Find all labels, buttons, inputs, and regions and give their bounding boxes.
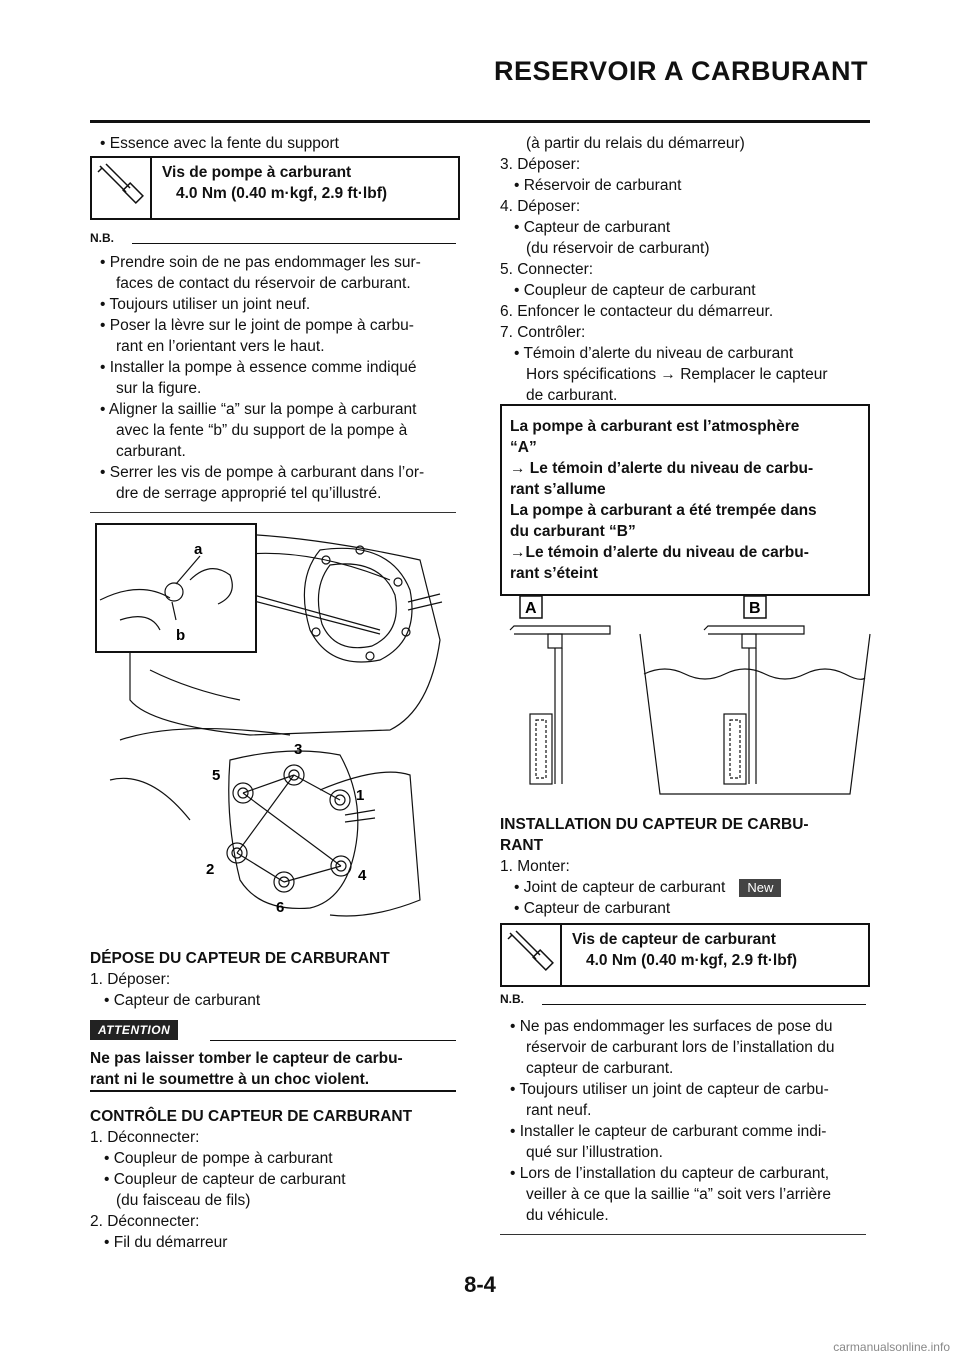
right-line: 5. Connecter: xyxy=(500,261,594,278)
nb-item: carburant. xyxy=(116,443,186,460)
figure-label-b: b xyxy=(176,627,186,644)
install-heading: INSTALLATION DU CAPTEUR DE CARBU- xyxy=(500,816,809,833)
check-heading: CONTRÔLE DU CAPTEUR DE CARBURANT xyxy=(90,1108,413,1125)
new-badge: New xyxy=(739,879,781,897)
nb-item: • Toujours utiliser un joint neuf. xyxy=(100,296,311,313)
bolt-label-5: 5 xyxy=(212,767,221,784)
nb-item: sur la figure. xyxy=(116,380,202,397)
nb-item: réservoir de carburant lors de l’installation du xyxy=(526,1039,835,1056)
removal-section xyxy=(90,948,460,1011)
check-section xyxy=(90,1106,460,1253)
removal-step: 1. Déposer: xyxy=(90,971,171,988)
nb-item: veiller à ce que la saillie “a” soit vers l’arrière xyxy=(526,1186,831,1203)
nb-item: • Poser la lèvre sur le joint de pompe à carbu- xyxy=(100,317,414,334)
right-line: (du réservoir de carburant) xyxy=(526,240,710,257)
check-line: 1. Déconnecter: xyxy=(90,1129,200,1146)
right-line: • Réservoir de carburant xyxy=(514,177,682,194)
spec-line: La pompe à carburant a été trempée dans xyxy=(510,502,817,519)
nb-item: • Installer le capteur de carburant comme indi- xyxy=(510,1123,827,1140)
right-line: • Coupleur de capteur de carburant xyxy=(514,282,756,299)
right-line: • Capteur de carburant xyxy=(514,219,671,236)
nb-item: rant neuf. xyxy=(526,1102,592,1119)
spec-line: La pompe à carburant est l’atmosphère xyxy=(510,418,800,435)
nb-item: • Toujours utiliser un joint de capteur de carbu- xyxy=(510,1081,829,1098)
check-line: • Coupleur de capteur de carburant xyxy=(104,1171,346,1188)
fuel-pump-figure xyxy=(90,520,462,940)
torque-label: Vis de capteur de carburant xyxy=(572,931,776,948)
nb-rule xyxy=(542,1004,866,1005)
nb-item: dre de serrage approprié tel qu’illustré. xyxy=(116,485,382,502)
figure-label-B: B xyxy=(749,600,761,617)
attention-line: rant ni le soumettre à un choc violent. xyxy=(90,1071,370,1088)
nb-rule xyxy=(132,243,456,244)
nb-item: • Serrer les vis de pompe à carburant dans l’or- xyxy=(100,464,425,481)
torque-text-sensor xyxy=(572,929,797,971)
check-line: • Fil du démarreur xyxy=(104,1234,228,1251)
page-number: 8-4 xyxy=(464,1272,496,1297)
bolt-label-2: 2 xyxy=(206,861,215,878)
attention-end-rule xyxy=(90,1090,456,1092)
nb-end-rule xyxy=(90,512,456,513)
install-item-gasket xyxy=(500,877,872,898)
bolt-label-1: 1 xyxy=(356,787,365,804)
right-line: Hors spécifications → Remplacer le capteur xyxy=(526,366,828,383)
torque-text-pump xyxy=(162,162,387,204)
attention-text xyxy=(90,1048,460,1090)
removal-heading: DÉPOSE DU CAPTEUR DE CARBURANT xyxy=(90,950,390,967)
header-rule xyxy=(90,120,870,123)
bolt-label-4: 4 xyxy=(358,867,367,884)
page-title: RESERVOIR A CARBURANT xyxy=(493,56,868,86)
nb-item: • Aligner la saillie “a” sur la pompe à carburant xyxy=(100,401,417,418)
nb-item: • Prendre soin de ne pas endommager les sur- xyxy=(100,254,421,271)
intro-bullet: • Essence avec la fente du support xyxy=(100,135,339,152)
nb-label: N.B. xyxy=(500,992,524,1006)
nb-label: N.B. xyxy=(90,231,114,245)
nb-item: • Ne pas endommager les surfaces de pose du xyxy=(510,1018,833,1035)
torque-wrench-icon xyxy=(502,925,562,985)
spec-line: rant s’allume xyxy=(510,481,606,498)
install-item-text: • Joint de capteur de carburant xyxy=(514,879,726,896)
torque-value: 4.0 Nm (0.40 m·kgf, 2.9 ft·lbf) xyxy=(176,185,388,202)
nb-item: du véhicule. xyxy=(526,1207,609,1224)
install-step: 1. Monter: xyxy=(500,858,570,875)
spec-line: du carburant “B” xyxy=(510,523,636,540)
spec-line: → Le témoin d’alerte du niveau de carbu- xyxy=(510,460,814,477)
figure-label-a: a xyxy=(194,541,203,558)
nb-item: avec la fente “b” du support de la pompe à xyxy=(116,422,408,439)
install-item: • Capteur de carburant xyxy=(514,900,671,917)
right-line: 3. Déposer: xyxy=(500,156,581,173)
bolt-label-6: 6 xyxy=(276,899,285,916)
install-section xyxy=(500,814,872,919)
torque-label: Vis de pompe à carburant xyxy=(162,164,352,181)
attention-line: Ne pas laisser tomber le capteur de carbu- xyxy=(90,1050,403,1067)
nb-item: faces de contact du réservoir de carburant. xyxy=(116,275,411,292)
attention-badge: ATTENTION xyxy=(90,1020,178,1040)
spec-line: “A” xyxy=(510,439,537,456)
torque-value: 4.0 Nm (0.40 m·kgf, 2.9 ft·lbf) xyxy=(586,952,798,969)
right-line: • Témoin d’alerte du niveau de carburant xyxy=(514,345,794,362)
left-nb-list xyxy=(90,252,462,504)
torque-box-pump xyxy=(90,156,460,220)
right-line: 4. Déposer: xyxy=(500,198,581,215)
removal-item: • Capteur de carburant xyxy=(104,992,261,1009)
attention-rule xyxy=(210,1040,456,1041)
install-heading-cont: RANT xyxy=(500,837,544,854)
nb-item: • Installer la pompe à essence comme indiqué xyxy=(100,359,417,376)
torque-wrench-icon xyxy=(92,158,152,218)
nb-item: capteur de carburant. xyxy=(526,1060,674,1077)
torque-box-sensor xyxy=(500,923,870,987)
right-line: de carburant. xyxy=(526,387,618,404)
right-nb-list xyxy=(500,1016,872,1226)
right-line: 6. Enfoncer le contacteur du démarreur. xyxy=(500,303,774,320)
spec-line: rant s’éteint xyxy=(510,565,598,582)
left-intro xyxy=(90,133,460,154)
sensor-test-figure xyxy=(500,594,872,804)
watermark: carmanualsonline.info xyxy=(833,1340,950,1354)
nb-item: rant en l’orientant vers le haut. xyxy=(116,338,325,355)
figure-label-A: A xyxy=(525,600,537,617)
right-line: (à partir du relais du démarreur) xyxy=(526,135,745,152)
check-line: 2. Déconnecter: xyxy=(90,1213,200,1230)
right-continuation xyxy=(500,133,872,406)
nb-item: qué sur l’illustration. xyxy=(526,1144,663,1161)
check-line: • Coupleur de pompe à carburant xyxy=(104,1150,333,1167)
spec-line: →Le témoin d’alerte du niveau de carbu- xyxy=(510,544,809,561)
spec-box xyxy=(500,404,870,596)
bolt-label-3: 3 xyxy=(294,741,303,758)
right-line: 7. Contrôler: xyxy=(500,324,586,341)
check-line: (du faisceau de fils) xyxy=(116,1192,251,1209)
nb-end-rule xyxy=(500,1234,866,1235)
nb-item: • Lors de l’installation du capteur de carburant, xyxy=(510,1165,830,1182)
